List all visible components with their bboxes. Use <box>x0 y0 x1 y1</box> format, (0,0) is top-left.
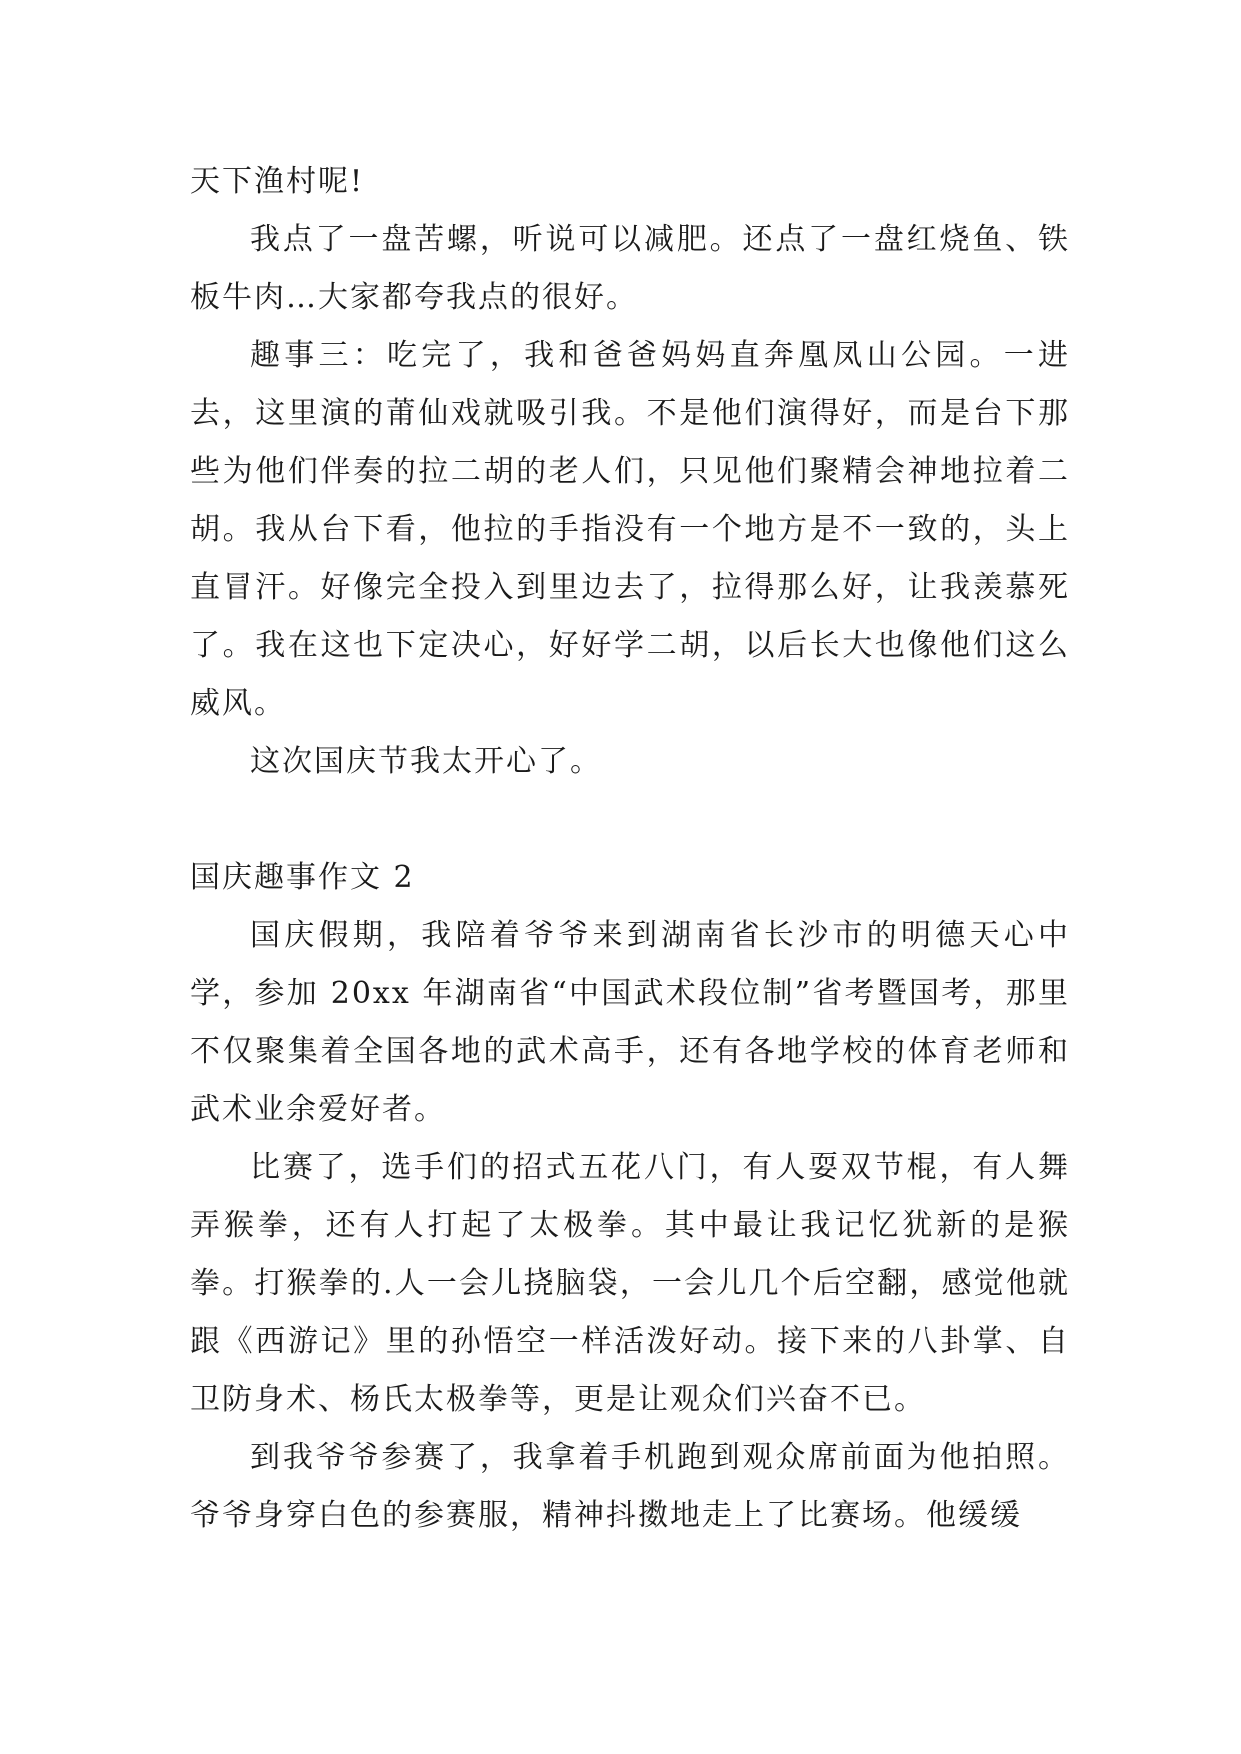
paragraph-order-dishes: 我点了一盘苦螺，听说可以减肥。还点了一盘红烧鱼、铁板牛肉…大家都夸我点的很好。 <box>190 222 1070 315</box>
section-gap <box>190 791 1070 849</box>
paragraph-conclusion: 这次国庆节我太开心了。 <box>250 744 602 779</box>
paragraph-grandpa: 到我爷爷参赛了，我拿着手机跑到观众席前面为他拍照。爷爷身穿白色的参赛服，精神抖擞地走上了比赛场。他缓缓 <box>190 1440 1070 1533</box>
document-body <box>190 153 1070 1545</box>
section-title: 国庆趣事作文 2 <box>190 860 415 895</box>
paragraph-competition: 比赛了，选手们的招式五花八门，有人耍双节棍，有人舞弄猴拳，还有人打起了太极拳。其中最让我记忆犹新的是猴拳。打猴拳的.人一会儿挠脑袋，一会儿几个后空翻，感觉他就跟《西游记》里的孙悟空一样活泼好动。接下来的八卦掌、自卫防身术、杨氏太极拳等，更是让观众们兴奋不已。 <box>190 1150 1070 1417</box>
paragraph-continuation: 天下渔村呢! <box>190 164 365 199</box>
paragraph-fun-thing-three: 趣事三：吃完了，我和爸爸妈妈直奔凰凤山公园。一进去，这里演的莆仙戏就吸引我。不是他们演得好，而是台下那些为他们伴奏的拉二胡的老人们，只见他们聚精会神地拉着二胡。我从台下看，他拉的手指没有一个地方是不一致的，头上直冒汗。好像完全投入到里边去了，拉得那么好，让我羡慕死了。我在这也下定决心，好好学二胡，以后长大也像他们这么威风。 <box>190 338 1070 721</box>
paragraph-intro: 国庆假期，我陪着爷爷来到湖南省长沙市的明德天心中学，参加 20xx 年湖南省“中国武术段位制”省考暨国考，那里不仅聚集着全国各地的武术高手，还有各地学校的体育老师和武术业余爱好者。 <box>190 918 1070 1127</box>
